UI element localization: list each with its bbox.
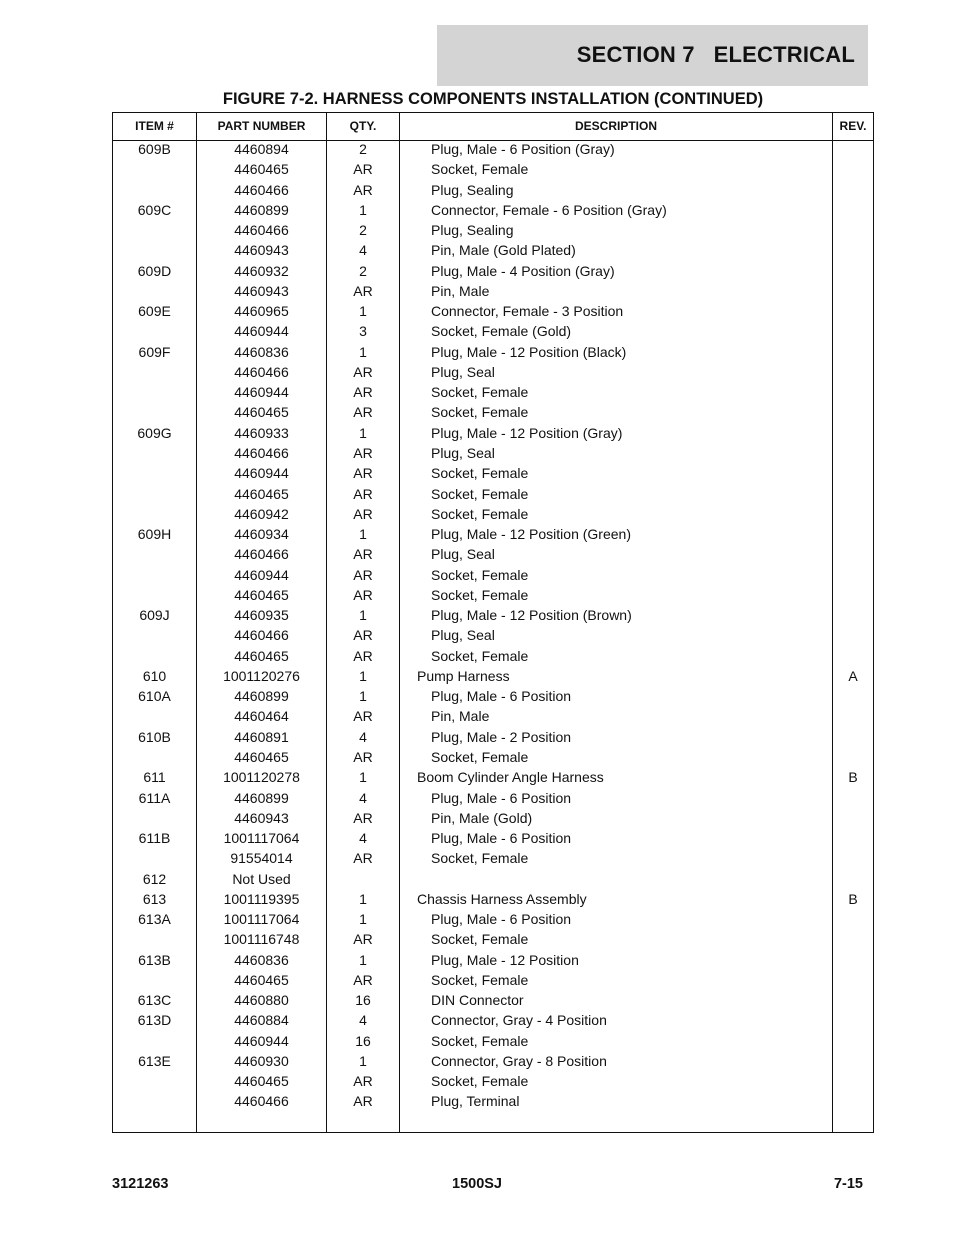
item-cell: 611 <box>143 769 166 786</box>
part-number-cell: 4460899 <box>234 688 289 705</box>
rev-cell: B <box>848 890 858 907</box>
header-qty: QTY. <box>349 119 377 133</box>
qty-cell: 4 <box>359 789 367 806</box>
qty-cell: AR <box>353 546 373 563</box>
part-number-cell: 4460932 <box>234 262 289 279</box>
description-cell: Socket, Female <box>431 971 529 988</box>
description-cell: Pin, Male <box>431 282 490 299</box>
item-cell: 609B <box>138 141 171 157</box>
qty-cell: 1 <box>359 1052 367 1069</box>
description-cell: Socket, Female <box>431 586 529 603</box>
qty-cell: AR <box>353 465 373 482</box>
description-cell: Plug, Seal <box>431 627 495 644</box>
part-number-cell: 1001117064 <box>223 830 300 847</box>
parts-table <box>112 112 874 1133</box>
qty-cell: 4 <box>359 830 367 847</box>
item-cell: 609F <box>138 343 171 360</box>
table-row <box>113 303 873 323</box>
item-cell: 609E <box>138 303 171 320</box>
header-item: ITEM # <box>135 119 174 133</box>
description-cell: Pump Harness <box>417 667 510 684</box>
table-row <box>113 161 873 181</box>
description-cell: Plug, Sealing <box>431 222 514 239</box>
table-row <box>113 587 873 607</box>
table-row <box>113 1093 873 1113</box>
description-cell: Socket, Female <box>431 647 529 664</box>
qty-cell: 1 <box>359 769 367 786</box>
table-row <box>113 567 873 587</box>
qty-cell: AR <box>353 282 373 299</box>
table-header <box>113 113 873 141</box>
qty-cell: AR <box>353 161 373 178</box>
description-cell: Plug, Male - 6 Position <box>431 911 572 928</box>
qty-cell: 2 <box>359 141 367 157</box>
part-number-cell: 4460944 <box>234 323 289 340</box>
item-cell: 610 <box>142 667 167 684</box>
table-row <box>113 364 873 384</box>
part-number-cell: 4460466 <box>234 181 289 198</box>
part-number-cell: 4460944 <box>234 1032 289 1049</box>
part-number-cell: 1001119395 <box>223 890 300 907</box>
table-row <box>113 992 873 1012</box>
qty-cell: 1 <box>359 526 367 543</box>
qty-cell: AR <box>353 505 373 522</box>
footer-model: 1500SJ <box>452 1176 502 1192</box>
qty-cell: 1 <box>359 667 367 684</box>
table-row <box>113 526 873 546</box>
part-number-cell: 4460465 <box>234 748 289 765</box>
footer-page-number: 7-15 <box>833 1176 863 1192</box>
part-number-cell: 4460933 <box>234 424 289 441</box>
part-number-cell: 4460944 <box>234 384 289 401</box>
table-row <box>113 871 873 891</box>
part-number-cell: 4460965 <box>234 303 289 320</box>
description-cell: Plug, Male - 4 Position (Gray) <box>431 262 615 279</box>
table-row <box>113 202 873 222</box>
qty-cell: AR <box>353 809 373 826</box>
description-cell: Socket, Female <box>431 1073 529 1090</box>
qty-cell: 3 <box>359 323 367 340</box>
description-cell: Socket, Female <box>431 850 529 867</box>
part-number-cell: 4460942 <box>234 505 289 522</box>
table-row <box>113 891 873 911</box>
header-description: DESCRIPTION <box>574 119 657 133</box>
part-number-cell: 4460943 <box>234 809 289 826</box>
part-number-cell: 4460466 <box>234 546 289 563</box>
qty-cell: AR <box>353 444 373 461</box>
qty-cell: 1 <box>359 424 367 441</box>
description-cell: Pin, Male <box>431 708 490 725</box>
description-cell: Boom Cylinder Angle Harness <box>417 769 604 786</box>
description-cell: Connector, Female - 3 Position <box>431 303 624 320</box>
item-cell: 609G <box>137 424 172 441</box>
qty-cell: AR <box>353 931 373 948</box>
table-row <box>113 263 873 283</box>
qty-cell: AR <box>353 647 373 664</box>
description-cell: Socket, Female <box>431 566 529 583</box>
qty-cell: 4 <box>359 728 367 745</box>
table-row <box>113 1033 873 1053</box>
table-row <box>113 283 873 303</box>
qty-cell: AR <box>353 586 373 603</box>
description-cell: Plug, Male - 6 Position <box>431 830 572 847</box>
item-cell: 613C <box>137 992 172 1009</box>
part-number-cell: 4460466 <box>234 1093 289 1110</box>
part-number-cell: 1001117064 <box>223 911 300 928</box>
qty-cell: AR <box>353 404 373 421</box>
table-row <box>113 141 873 161</box>
part-number-cell: 4460935 <box>234 607 289 624</box>
qty-cell: AR <box>353 363 373 380</box>
description-cell: Pin, Male (Gold Plated) <box>431 242 576 259</box>
part-number-cell: 4460891 <box>234 728 289 745</box>
part-number-cell: 4460899 <box>234 201 289 218</box>
part-number-cell: 4460899 <box>234 789 289 806</box>
table-row <box>113 972 873 992</box>
item-cell: 613E <box>138 1052 171 1069</box>
section-header <box>437 25 868 86</box>
part-number-cell: 4460943 <box>234 242 289 259</box>
qty-cell: 1 <box>359 607 367 624</box>
description-cell: Pin, Male (Gold) <box>431 809 533 826</box>
description-cell: Plug, Terminal <box>431 1093 520 1110</box>
description-cell: Socket, Female <box>431 384 529 401</box>
table-row <box>113 850 873 870</box>
table-row <box>113 242 873 262</box>
rev-cell: A <box>848 667 858 684</box>
table-row <box>113 931 873 951</box>
table-row <box>113 404 873 424</box>
description-cell: Plug, Male - 6 Position (Gray) <box>431 141 615 157</box>
part-number-cell: 4460466 <box>234 627 289 644</box>
table-row <box>113 790 873 810</box>
qty-cell: 1 <box>359 951 367 968</box>
qty-cell: AR <box>353 566 373 583</box>
qty-cell: 4 <box>359 1012 367 1029</box>
description-cell: Connector, Female - 6 Position (Gray) <box>431 201 667 218</box>
qty-cell: AR <box>353 748 373 765</box>
rev-cell: B <box>848 769 858 786</box>
table-row <box>113 607 873 627</box>
part-number-cell: 4460465 <box>234 485 289 502</box>
description-cell: Socket, Female <box>431 485 529 502</box>
qty-cell: 1 <box>359 343 367 360</box>
qty-cell: 2 <box>359 262 367 279</box>
description-cell: Plug, Sealing <box>431 181 514 198</box>
table-row <box>113 627 873 647</box>
description-cell: Socket, Female (Gold) <box>431 323 572 340</box>
qty-cell: AR <box>353 971 373 988</box>
header-part-number: PART NUMBER <box>217 119 306 133</box>
qty-cell: AR <box>353 627 373 644</box>
qty-cell: AR <box>353 708 373 725</box>
item-cell: 611B <box>138 830 171 847</box>
description-cell: Plug, Male - 6 Position <box>431 789 572 806</box>
table-row <box>113 1053 873 1073</box>
part-number-cell: 4460836 <box>234 343 289 360</box>
header-rev: REV. <box>839 119 867 133</box>
qty-cell: AR <box>353 384 373 401</box>
table-row <box>113 384 873 404</box>
table-row <box>113 749 873 769</box>
table-row <box>113 1012 873 1032</box>
part-number-cell: 91554014 <box>230 850 293 867</box>
item-cell: 612 <box>142 870 167 887</box>
table-row <box>113 648 873 668</box>
item-cell: 609H <box>137 526 172 543</box>
description-cell: Plug, Male - 12 Position (Black) <box>431 343 627 360</box>
part-number-cell: 4460880 <box>234 992 289 1009</box>
part-number-cell: 4460930 <box>234 1052 289 1069</box>
part-number-cell: 4460464 <box>234 708 289 725</box>
part-number-cell: 4460465 <box>234 586 289 603</box>
description-cell: Plug, Seal <box>431 546 495 563</box>
section-title: SECTION 7 ELECTRICAL <box>576 42 855 67</box>
table-row <box>113 465 873 485</box>
table-row <box>113 222 873 242</box>
item-cell: 610B <box>138 728 171 745</box>
part-number-cell: 4460466 <box>234 363 289 380</box>
table-row <box>113 769 873 789</box>
description-cell: Socket, Female <box>431 465 529 482</box>
item-cell: 613B <box>138 951 171 968</box>
description-cell: Plug, Male - 12 Position (Green) <box>431 526 631 543</box>
qty-cell: AR <box>353 181 373 198</box>
part-number-cell: 4460466 <box>234 222 289 239</box>
qty-cell: 4 <box>359 242 367 259</box>
part-number-cell: 4460944 <box>234 566 289 583</box>
item-cell: 609C <box>137 201 172 218</box>
item-cell: 613 <box>142 890 167 907</box>
qty-cell: 1 <box>359 201 367 218</box>
qty-cell: AR <box>353 1093 373 1110</box>
description-cell: Socket, Female <box>431 505 529 522</box>
part-number-cell: 4460884 <box>234 1012 289 1029</box>
part-number-cell: 4460465 <box>234 971 289 988</box>
description-cell: Plug, Seal <box>431 363 495 380</box>
part-number-cell: 4460934 <box>234 526 289 543</box>
table-row <box>113 952 873 972</box>
qty-cell: 1 <box>359 911 367 928</box>
description-cell: Socket, Female <box>431 1032 529 1049</box>
description-cell: Connector, Gray - 8 Position <box>431 1052 607 1069</box>
part-number-cell: 4460465 <box>234 1073 289 1090</box>
table-row <box>113 830 873 850</box>
footer-document-number: 3121263 <box>112 1176 169 1192</box>
part-number-cell: 4460465 <box>234 161 289 178</box>
part-number-cell: Not Used <box>232 870 291 887</box>
description-cell: Plug, Male - 12 Position <box>431 951 579 968</box>
qty-cell: AR <box>353 1073 373 1090</box>
table-row <box>113 486 873 506</box>
table-row <box>113 323 873 343</box>
description-cell: Plug, Male - 12 Position (Gray) <box>431 424 623 441</box>
table-body <box>113 141 873 1114</box>
qty-cell: 16 <box>355 992 371 1009</box>
table-row <box>113 344 873 364</box>
table-row <box>113 688 873 708</box>
description-cell: DIN Connector <box>431 992 524 1009</box>
description-cell: Plug, Male - 2 Position <box>431 728 572 745</box>
table-row <box>113 182 873 202</box>
description-cell: Socket, Female <box>431 404 529 421</box>
item-cell: 609J <box>139 607 170 624</box>
table-row <box>113 425 873 445</box>
qty-cell: AR <box>353 485 373 502</box>
qty-cell: 16 <box>355 1032 371 1049</box>
item-cell: 613D <box>137 1012 172 1029</box>
item-cell: 609D <box>137 262 172 279</box>
item-cell: 613A <box>138 911 171 928</box>
qty-cell: AR <box>353 850 373 867</box>
description-cell: Connector, Gray - 4 Position <box>431 1012 607 1029</box>
item-cell: 610A <box>138 688 171 705</box>
description-cell: Socket, Female <box>431 931 529 948</box>
table-row <box>113 1073 873 1093</box>
table-row <box>113 506 873 526</box>
part-number-cell: 4460943 <box>234 282 289 299</box>
qty-cell: 2 <box>359 222 367 239</box>
qty-cell: 1 <box>359 303 367 320</box>
description-cell: Plug, Male - 12 Position (Brown) <box>431 607 632 624</box>
description-cell: Chassis Harness Assembly <box>417 890 587 907</box>
part-number-cell: 4460894 <box>234 141 289 157</box>
item-cell: 611A <box>138 789 171 806</box>
part-number-cell: 4460836 <box>234 951 289 968</box>
part-number-cell: 4460944 <box>234 465 289 482</box>
part-number-cell: 4460465 <box>234 404 289 421</box>
table-row <box>113 708 873 728</box>
description-cell: Socket, Female <box>431 161 529 178</box>
description-cell: Plug, Seal <box>431 444 495 461</box>
table-row <box>113 668 873 688</box>
qty-cell: 1 <box>359 688 367 705</box>
description-cell: Plug, Male - 6 Position <box>431 688 572 705</box>
table-row <box>113 911 873 931</box>
table-row <box>113 445 873 465</box>
qty-cell: 1 <box>359 890 367 907</box>
part-number-cell: 1001120278 <box>223 769 300 786</box>
part-number-cell: 4460465 <box>234 647 289 664</box>
figure-title: FIGURE 7-2. HARNESS COMPONENTS INSTALLATION (CONTINUED) <box>222 90 764 108</box>
table-row <box>113 729 873 749</box>
part-number-cell: 1001116748 <box>223 931 300 948</box>
table-row <box>113 810 873 830</box>
table-row <box>113 546 873 566</box>
part-number-cell: 4460466 <box>234 444 289 461</box>
part-number-cell: 1001120276 <box>223 667 300 684</box>
description-cell: Socket, Female <box>431 748 529 765</box>
